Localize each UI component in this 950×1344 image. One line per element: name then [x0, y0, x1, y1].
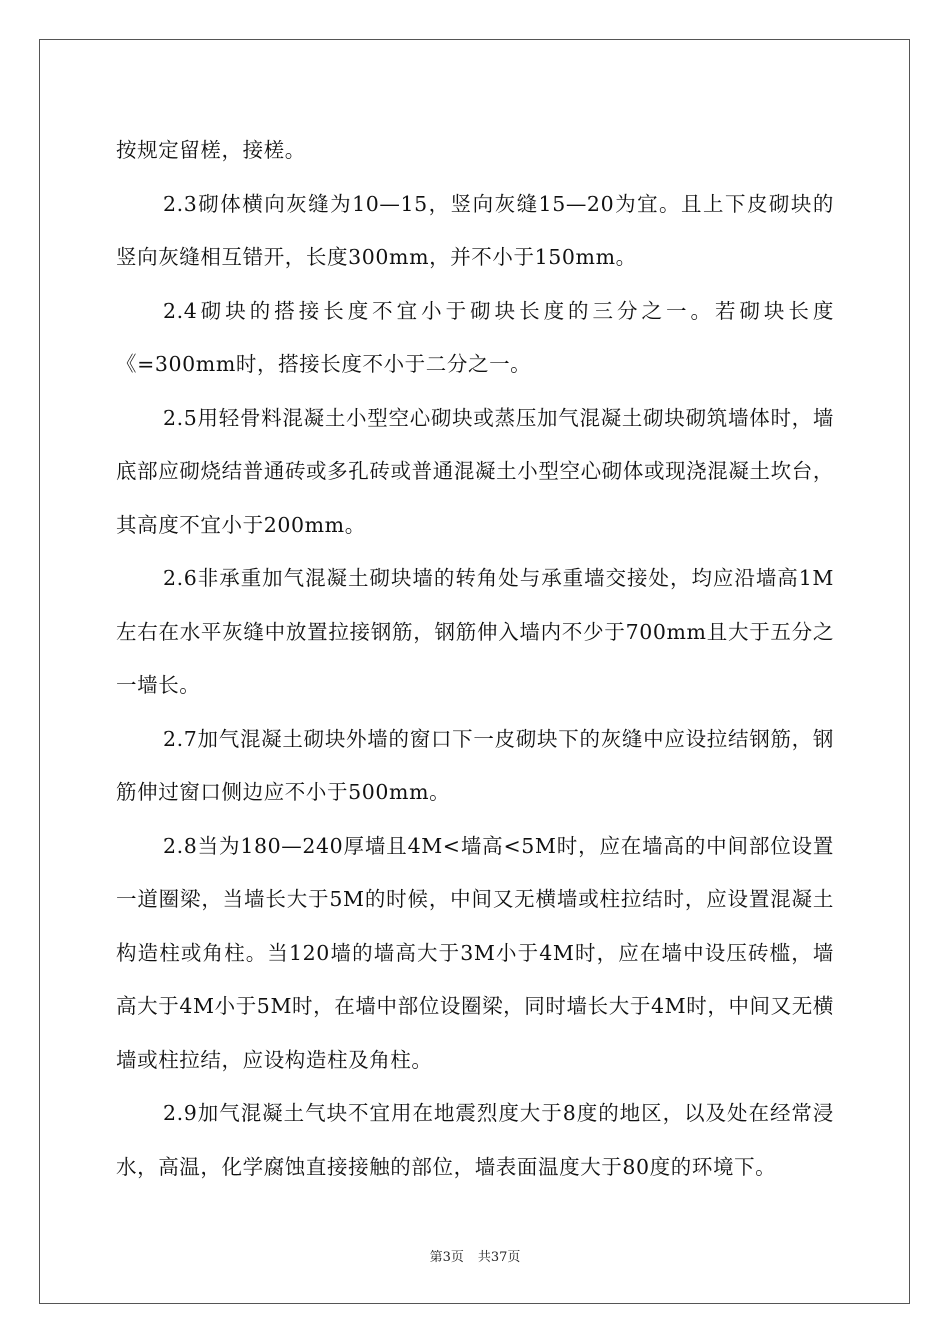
page-footer [0, 1246, 950, 1265]
paragraph-2-7: 2.7加气混凝土砌块外墙的窗口下一皮砌块下的灰缝中应设拉结钢筋，钢筋伸过窗口侧边应不小于500mm。 [116, 726, 834, 804]
paragraph-continuation: 按规定留槎，接槎。 [116, 138, 306, 162]
paragraph-2-4: 2.4砌块的搭接长度不宜小于砌块长度的三分之一。若砌块长度《=300mm时，搭接长度不小于二分之一。 [116, 298, 834, 376]
paragraph-2-3: 2.3砌体横向灰缝为10—15，竖向灰缝15—20为宜。且上下皮砌块的竖向灰缝相互错开，长度300mm，并不小于150mm。 [116, 191, 834, 269]
paragraph-2-9: 2.9加气混凝土气块不宜用在地震烈度大于8度的地区，以及处在经常浸水，高温，化学腐蚀直接接触的部位，墙表面温度大于80度的环境下。 [116, 1101, 834, 1179]
paragraph-2-6: 2.6非承重加气混凝土砌块墙的转角处与承重墙交接处，均应沿墙高1M左右在水平灰缝中放置拉接钢筋，钢筋伸入墙内不少于700mm且大于五分之一墙长。 [116, 566, 834, 697]
paragraph-2-8: 2.8当为180—240厚墙且4M<墙高<5M时，应在墙高的中间部位设置一道圈梁，当墙长大于5M的时候，中间又无横墙或柱拉结时，应设置混凝土构造柱或角柱。当120墙的墙高大于3M小于4M时，应在墙中设压砖槛，墙高大于4M小于5M时，在墙中部位设圈梁，同时墙长大于4M时，中间又无横墙或柱拉结，应设构造柱及角柱。 [116, 833, 834, 1072]
paragraph-2-5: 2.5用轻骨料混凝土小型空心砌块或蒸压加气混凝土砌块砌筑墙体时，墙底部应砌烧结普通砖或多孔砖或普通混凝土小型空心砌体或现浇混凝土坎台，其高度不宜小于200mm。 [116, 405, 834, 537]
document-body [116, 124, 834, 1194]
page-number-total: 共37页 [477, 1250, 521, 1265]
page-number-current: 第3页 [429, 1250, 464, 1265]
